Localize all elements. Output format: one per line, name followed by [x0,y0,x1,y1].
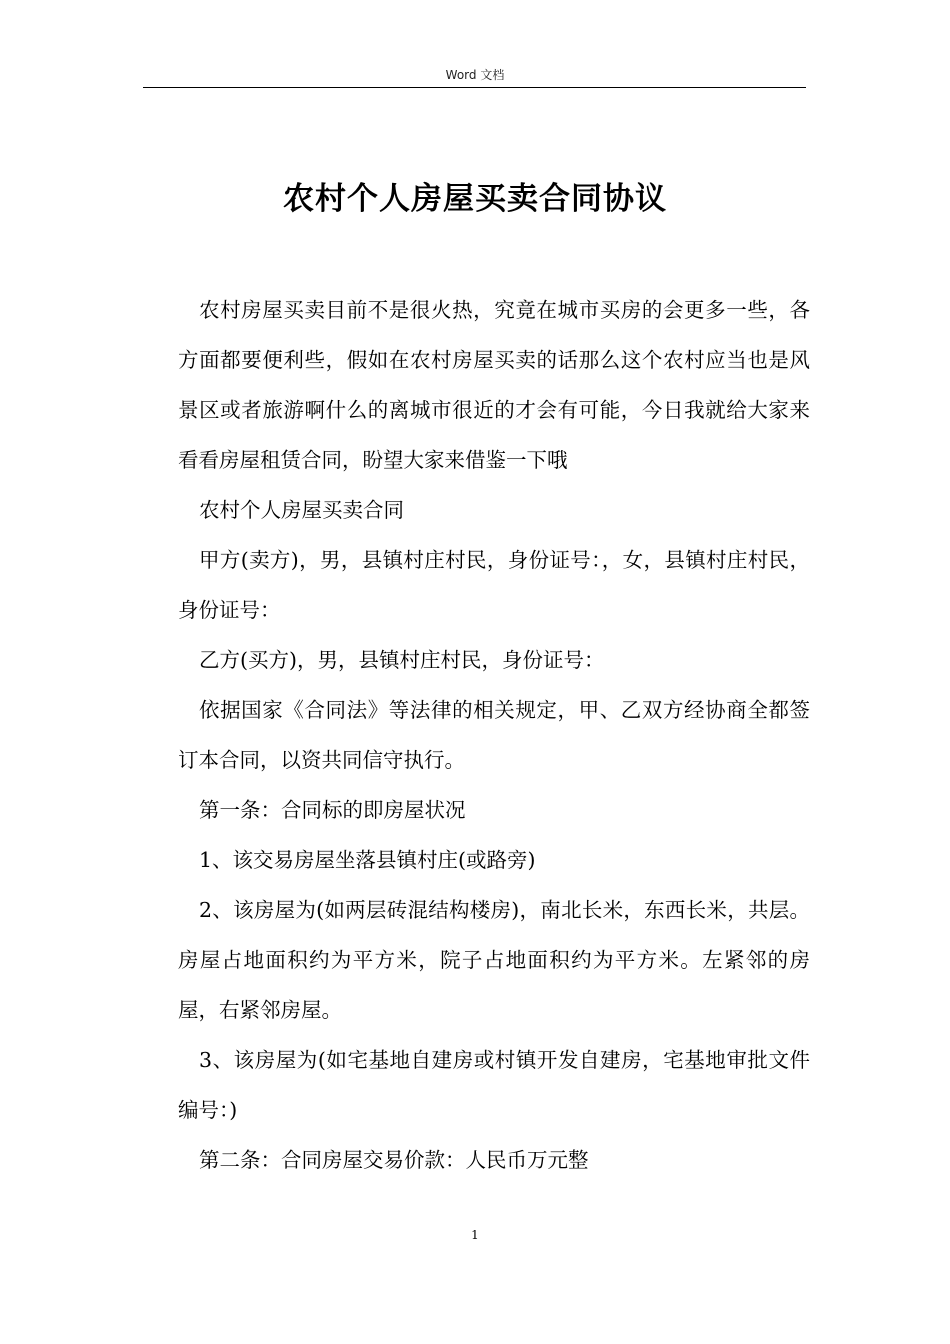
paragraph-item-3: 3、该房屋为(如宅基地自建房或村镇开发自建房，宅基地审批文件编号：) [178,1048,810,1122]
page-number: 1 [471,1228,479,1242]
paragraph-party-a: 甲方(卖方)，男，县镇村庄村民，身份证号：，女，县镇村庄村民，身份证号： [178,548,810,622]
paragraph-article-2: 第二条：合同房屋交易价款：人民币万元整 [199,1148,589,1172]
page-header: Word 文档 [445,68,505,82]
paragraph-item-2: 2、该房屋为(如两层砖混结构楼房)，南北长米，东西长米，共层。房屋占地面积约为平方米，院子占地面积约为平方米。左紧邻的房屋，右紧邻房屋。 [178,898,810,1022]
paragraph-intro: 农村房屋买卖目前不是很火热，究竟在城市买房的会更多一些，各方面都要便利些，假如在农村房屋买卖的话那么这个农村应当也是风景区或者旅游啊什么的离城市很近的才会有可能，今日我就给大家来看看房屋租赁合同，盼望大家来借鉴一下哦 [178,298,810,472]
paragraph-article-1: 第一条：合同标的即房屋状况 [199,798,466,822]
paragraph-item-1: 1、该交易房屋坐落县镇村庄(或路旁) [199,848,536,872]
paragraph-party-b: 乙方(买方)，男，县镇村庄村民，身份证号： [199,648,605,672]
paragraph-legal-basis: 依据国家《合同法》等法律的相关规定，甲、乙双方经协商全都签订本合同，以资共同信守执行。 [178,698,810,772]
document-title: 农村个人房屋买卖合同协议 [283,180,667,217]
paragraph-contract-name: 农村个人房屋买卖合同 [199,498,404,522]
header-divider [143,87,806,88]
document-body [178,285,810,1185]
